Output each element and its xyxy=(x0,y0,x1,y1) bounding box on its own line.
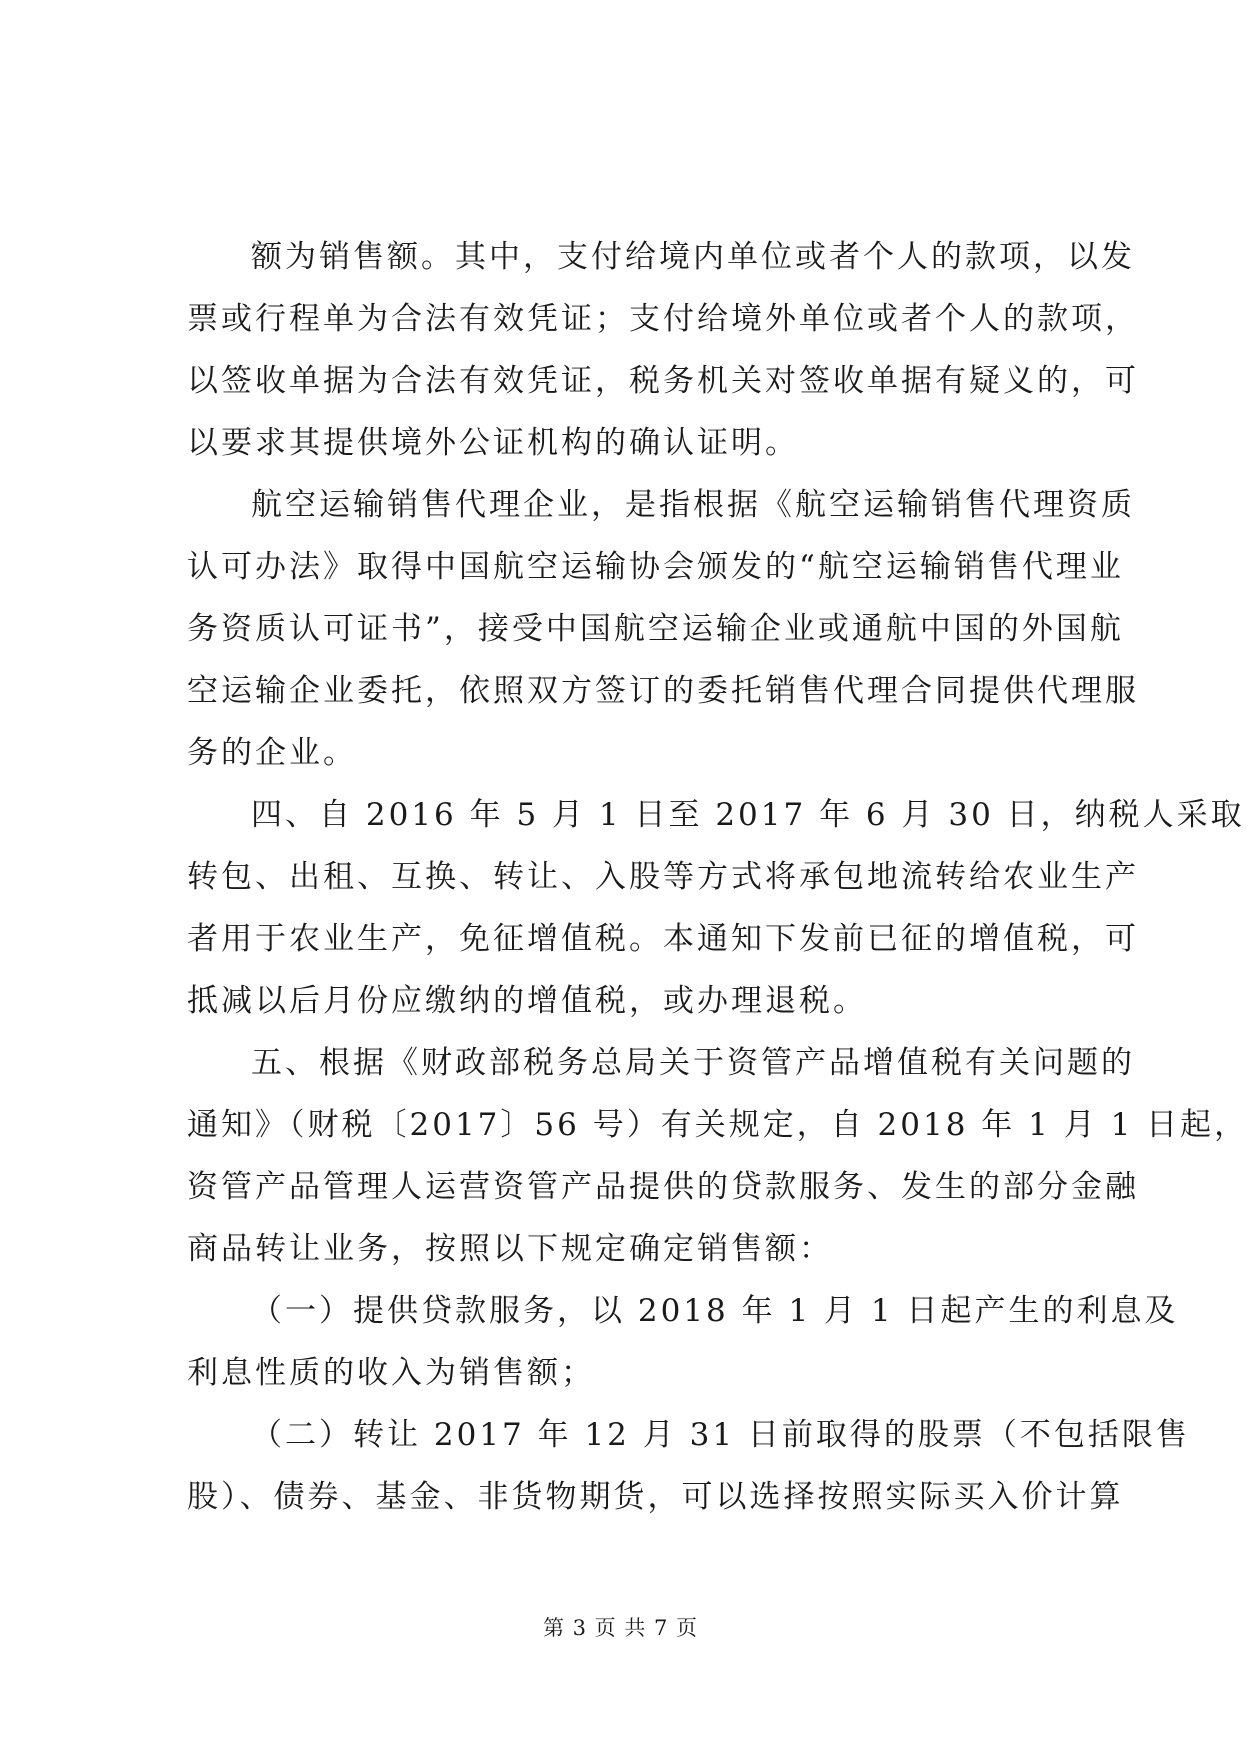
text-line: 额为销售额。其中，支付给境内单位或者个人的款项，以发 xyxy=(251,239,1135,275)
text-line: 转包、出租、互换、转让、入股等方式将承包地流转给农业生产 xyxy=(187,859,1139,895)
text-line: 以签收单据为合法有效凭证，税务机关对签收单据有疑义的，可 xyxy=(187,363,1139,399)
text-line: 利息性质的收入为销售额； xyxy=(187,1355,595,1391)
text-line: 务的企业。 xyxy=(187,735,357,771)
text-line: 票或行程单为合法有效凭证；支付给境外单位或者个人的款项， xyxy=(187,301,1139,337)
text-line: （二）转让 2017 年 12 月 31 日前取得的股票（不包括限售 xyxy=(251,1417,1190,1453)
text-line: 通知》（财税〔2017〕56 号）有关规定，自 2018 年 1 月 1 日起， xyxy=(187,1107,1248,1143)
text-line: 认可办法》取得中国航空运输协会颁发的“航空运输销售代理业 xyxy=(187,549,1124,585)
text-line: 四、自 2016 年 5 月 1 日至 2017 年 6 月 30 日，纳税人采取 xyxy=(251,797,1245,833)
document-body xyxy=(187,226,1248,1528)
text-line: （一）提供贷款服务，以 2018 年 1 月 1 日起产生的利息及 xyxy=(251,1293,1179,1329)
text-line: 务资质认可证书”，接受中国航空运输企业或通航中国的外国航 xyxy=(187,611,1124,647)
text-line: 股）、债券、基金、非货物期货，可以选择按照实际买入价计算 xyxy=(187,1479,1124,1515)
text-line: 以要求其提供境外公证机构的确认证明。 xyxy=(187,425,799,461)
text-line: 空运输企业委托，依照双方签订的委托销售代理合同提供代理服 xyxy=(187,673,1139,709)
text-line: 资管产品管理人运营资管产品提供的贷款服务、发生的部分金融 xyxy=(187,1169,1139,1205)
text-line: 者用于农业生产，免征增值税。本通知下发前已征的增值税，可 xyxy=(187,921,1139,957)
text-line: 航空运输销售代理企业，是指根据《航空运输销售代理资质 xyxy=(251,487,1135,523)
text-line: 五、根据《财政部税务总局关于资管产品增值税有关问题的 xyxy=(251,1045,1135,1081)
text-line: 商品转让业务，按照以下规定确定销售额： xyxy=(187,1231,833,1267)
text-line: 抵减以后月份应缴纳的增值税，或办理退税。 xyxy=(187,983,867,1019)
page-number: 第 3 页 共 7 页 xyxy=(542,1616,699,1640)
